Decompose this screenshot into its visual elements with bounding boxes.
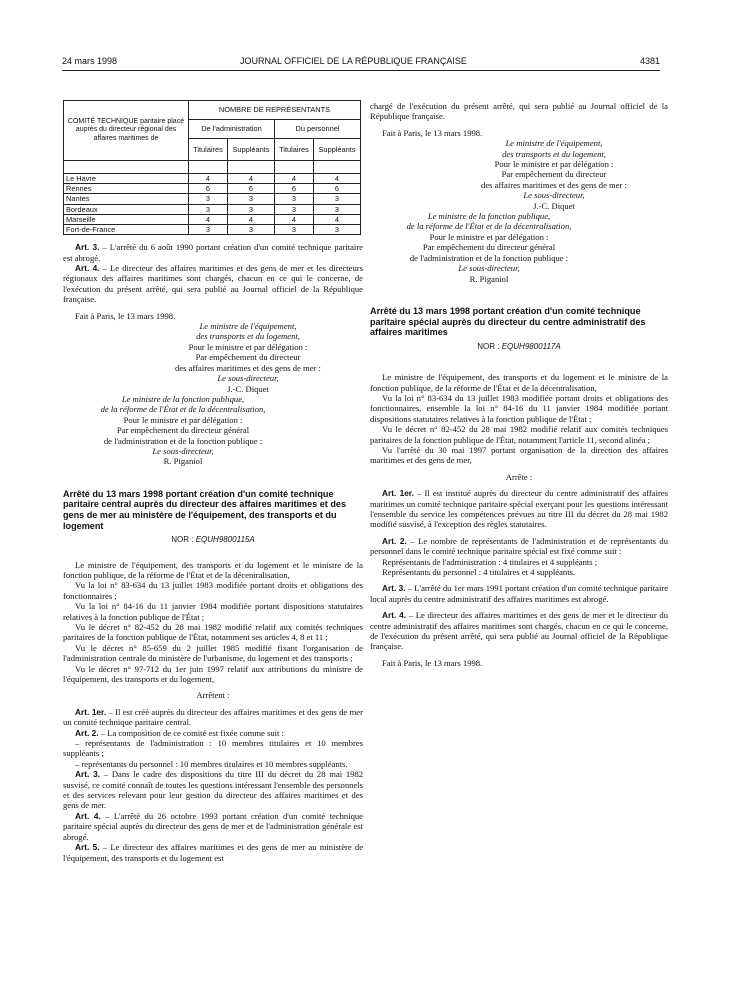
list-item: Représentants de l'administration : 4 titulaires et 4 suppléants ; (382, 556, 598, 567)
header-page-number: 4381 (639, 56, 660, 66)
article-5: Art. 5. – Le directeur des affaires maritimes et des gens de mer au ministère de l'équipement, des transports et du logement est (63, 842, 364, 863)
preamble: Le ministre de l'équipement, des transports et du logement et le ministre de la fonction publique, de la réforme de l'État et de la décentralisation, (370, 372, 668, 393)
preamble: Le ministre de l'équipement, des transports et du logement et le ministre de la fonction publique, de la réforme de l'État et de la décentralisation, (63, 559, 363, 580)
right-column (370, 101, 668, 668)
article-3: Art. 3. – L'arrêté du 1er mars 1991 portant création d'un comité technique paritaire local auprès du centre administratif des affaires maritimes est abrogé. (370, 583, 669, 604)
article-1: Art. 1er. – Il est institué auprès du directeur du centre administratif des affaires maritimes un comité technique paritaire spécial exerçant pour les questions intéressant l'ensemble du service les compétences prévues au titre III du décret du 28 mai 1982 modifié susvisé, à l'exception des règles statutaires. (370, 488, 668, 530)
representatives-table (63, 100, 361, 235)
nor-reference: NOR : EQUH9800115A (171, 535, 255, 545)
signature-block-equipement: Le ministre de l'équipement, des transports et du logement, Pour le ministre et par délégation : Par empêchement du directeur des affaires maritimes et des gens de mer : Le sous-directeur, J.-C. Diquet (175, 321, 321, 394)
arretent-heading: Arrêtent : (196, 690, 230, 701)
table-row: Bordeaux 3 3 3 3 (64, 204, 361, 214)
table-row: Fort-de-France 3 3 3 3 (64, 225, 361, 235)
signature-block-fonction-publique: Le ministre de la fonction publique, de la réforme de l'État et de la décentralisation, Pour le ministre et par délégation : Par empêchement du directeur général de l'administration et de la fonction publique : Le sous-directeur, R. Piganiol (100, 393, 266, 467)
table-col-suppleants: Suppléants (227, 139, 274, 161)
visa: Vu l'arrêté du 30 mai 1997 portant organisation de la direction des affaires maritimes et des gens de mer, (370, 444, 668, 466)
decree-title-special: Arrêté du 13 mars 1998 portant création d'un comité technique paritaire spécial auprès du directeur du centre administratif des affaires maritimes (370, 305, 646, 338)
visa: Vu le décret n° 97-712 du 1er juin 1997 relatif aux attributions du ministre de l'équipement, des transports et du logement, (63, 663, 363, 684)
table-corner-header: COMITÉ TECHNIQUE paritaire placé auprès du directeur régional des affaires maritimes de (64, 101, 189, 161)
table-row: Rennes 6 6 6 6 (64, 184, 361, 194)
table-group-header: NOMBRE DE REPRÉSENTANTS (189, 101, 361, 120)
continuation-text: chargé de l'exécution du présent arrêté, qui sera publié au Journal officiel de la République française. (370, 101, 668, 122)
list-item: – représentants de l'administration : 10 membres titulaires et 10 membres suppléants ; (63, 738, 363, 759)
page-header (62, 56, 660, 71)
table-row: Nantes 3 3 3 3 (64, 194, 361, 204)
nor-reference: NOR : EQUH9800117A (477, 341, 561, 351)
list-item: Représentants du personnel : 4 titulaires et 4 suppléants. (382, 567, 576, 577)
visa: Vu la loi n° 84-16 du 11 janvier 1984 modifiée portant dispositions statutaires relatives à la fonction publique de l'État ; (63, 601, 363, 622)
signature-block-equipement: Le ministre de l'équipement, des transports et du logement, Pour le ministre et par délégation : Par empêchement du directeur des affaires maritimes et des gens de mer : Le sous-directeur, J.-C. Diquet (481, 138, 627, 211)
article-1: Art. 1er. – Il est créé auprès du directeur des affaires maritimes et des gens de mer un comité technique paritaire central. (63, 706, 363, 728)
visa: Vu la loi n° 83-634 du 13 juillet 1983 modifiée portant droits et obligations des fonctionnaires ; (63, 580, 363, 601)
table-col-titulaires: Titulaires (189, 139, 228, 161)
signature-date: Fait à Paris, le 13 mars 1998. (382, 657, 483, 668)
table-row: Marseille 4 4 4 4 (64, 214, 361, 224)
visa: Vu le décret n° 82-452 du 28 mai 1982 modifié relatif aux comités techniques paritaires de la fonction publique de l'État, notamment ses articles 4, 8 et 11 ; (63, 621, 363, 643)
left-column (63, 100, 363, 863)
article-3: Art. 3. – L'arrêté du 6 août 1990 portant création d'un comité technique paritaire est abrogé. (63, 242, 363, 263)
visa: Vu le décret n° 82-452 du 28 mai 1982 modifié relatif aux comités techniques paritaires de la fonction publique de l'État, notamment l'article 11, second alinéa ; (370, 424, 668, 445)
article-4: Art. 4. – Le directeur des affaires maritimes et des gens de mer et le directeur du centre administratif des affaires maritimes sont chargés, chacun en ce qui le concerne, de l'exécution du présent arrêté, qui sera publié au Journal officiel de la République française. (370, 610, 668, 652)
article-4: Art. 4. – L'arrêté du 26 octobre 1993 portant création d'un comité technique paritaire spécial auprès du directeur des gens de mer et de l'administration générale est abrogé. (63, 810, 363, 842)
table-col-suppleants: Suppléants (313, 139, 360, 161)
signature-date: Fait à Paris, le 13 mars 1998. (382, 127, 483, 138)
list-item: – représentants du personnel : 10 membres titulaires et 10 membres suppléants. (75, 758, 348, 769)
table-col-titulaires: Titulaires (274, 139, 313, 161)
header-date: 24 mars 1998 (62, 56, 118, 66)
article-2: Art. 2. – La composition de ce comité est fixée comme suit : (75, 727, 284, 738)
article-3: Art. 3. – Dans le cadre des dispositions du titre III du décret du 28 mai 1982 susvisé, ce comité connaît de toutes les questions intéressant l'ensemble des personnels et des services relevant pour leur gestion du directeur des affaires maritimes et des gens de mer. (63, 769, 364, 811)
arrete-heading: Arrête : (505, 471, 533, 482)
visa: Vu le décret n° 85-659 du 2 juillet 1985 modifié fixant l'organisation de l'administration centrale du ministère de l'urbanisme, du logement et des transports ; (63, 642, 363, 664)
visa: Vu la loi n° 83-634 du 13 juillet 1983 modifiée portant droits et obligations des fonctionnaires, ensemble la loi n° 84-16 du 11 janvier 1984 modifiée portant dispositions statutaires relatives à la fonction publique de l'État ; (370, 392, 668, 424)
table-subheader-personnel: Du personnel (274, 120, 360, 139)
article-2: Art. 2. – Le nombre de représentants de l'administration et de représentants du personnel dans le comité technique paritaire spécial est fixé comme suit : (370, 535, 668, 557)
signature-block-fonction-publique: Le ministre de la fonction publique, de la réforme de l'État et de la décentralisation, Pour le ministre et par délégation : Par empêchement du directeur général de l'administration et de la fonction publique : Le sous-directeur, R. Piganiol (406, 211, 572, 284)
signature-date: Fait à Paris, le 13 mars 1998. (75, 310, 176, 321)
article-4: Art. 4. – Le directeur des affaires maritimes et des gens de mer et les directeurs régionaux des affaires maritimes sont chargés, chacun en ce qui le concerne, de l'exécution du présent arrêté, qui sera publié au Journal officiel de la République française. (63, 263, 363, 305)
header-journal: JOURNAL OFFICIEL DE LA RÉPUBLIQUE FRANÇAISE (240, 56, 467, 66)
decree-title-central: Arrêté du 13 mars 1998 portant création d'un comité technique paritaire central auprès du directeur des affaires maritimes et des gens de mer au ministère de l'équipement, des transports et du logement (63, 488, 347, 531)
table-subheader-admin: De l'administration (189, 120, 275, 139)
table-row: Le Havre 4 4 4 4 (64, 174, 361, 184)
